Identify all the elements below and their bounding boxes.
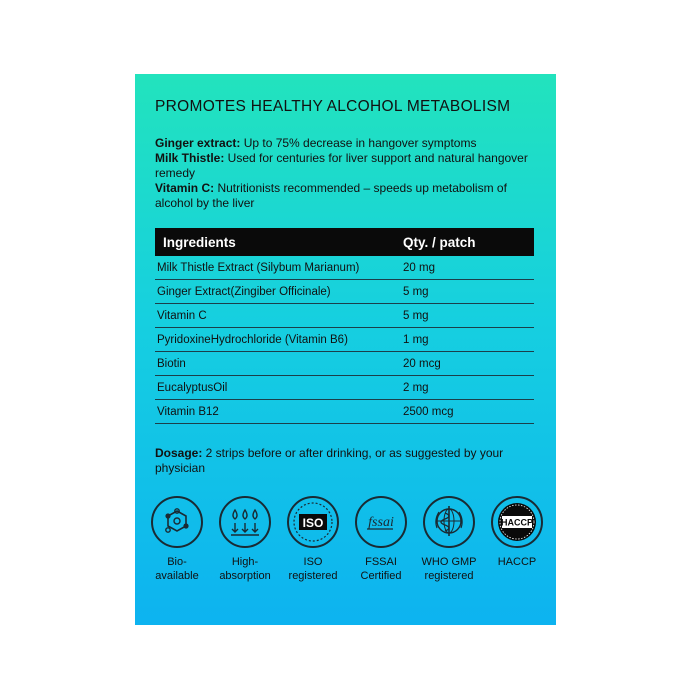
table-row [155,376,534,400]
drops-icon [217,494,273,550]
badge-label-line1: WHO GMP [421,556,477,568]
ingredient-qty: 2500 mcg [395,400,534,424]
benefit-text: Used for centuries for liver support and natural hangover remedy [155,151,528,180]
table-row [155,256,534,280]
ingredient-name: PyridoxineHydrochloride (Vitamin B6) [155,328,395,352]
ingredient-name: Milk Thistle Extract (Silybum Marianum) [155,256,395,280]
headline: PROMOTES HEALTHY ALCOHOL METABOLISM [155,98,511,115]
molecule-icon [149,494,205,550]
badge-who-gmp [417,494,481,583]
dosage-note [155,446,540,476]
certification-badges [145,494,550,604]
dosage-text: 2 strips before or after drinking, or as suggested by your physician [155,446,504,475]
ingredient-name: EucalyptusOil [155,376,395,400]
benefit-label: Vitamin C: [155,181,215,195]
ingredient-name: Vitamin B12 [155,400,395,424]
ingredients-table [155,228,534,424]
table-row [155,328,534,352]
badge-fssai [349,494,413,583]
haccp-icon-text: HACCP [500,517,534,528]
who-icon [421,494,477,550]
benefit-label: Ginger extract: [155,136,241,150]
badge-label-line2: Certified [360,570,402,582]
badge-label-line2: registered [288,570,338,582]
badge-label-line1: ISO [303,556,323,568]
table-row [155,280,534,304]
table-row [155,352,534,376]
benefit-text: Nutritionists recommended – speeds up metabolism of alcohol by the liver [155,181,507,210]
header-ingredients: Ingredients [155,228,395,256]
badge-label-line1: FSSAI [365,556,397,568]
badge-label-line1: Bio- [167,556,187,568]
benefit-ginger [155,136,540,151]
ingredient-name: Biotin [155,352,395,376]
product-info-panel [135,74,556,625]
badge-bio-available [145,494,209,583]
dosage-paragraph [155,446,540,476]
badge-label-line1: HACCP [497,556,537,568]
badge-label-line2: available [155,570,199,582]
badge-haccp [485,494,549,569]
badge-label-line1: High- [231,556,259,568]
ingredient-qty: 5 mg [395,280,534,304]
ingredient-qty: 2 mg [395,376,534,400]
ingredient-qty: 5 mg [395,304,534,328]
badge-high-absorption [213,494,277,583]
badge-label-line2: registered [424,570,474,582]
benefit-milk-thistle [155,151,540,181]
dosage-label: Dosage: [155,446,203,460]
header-qty: Qty. / patch [395,228,534,256]
table-header-row [155,228,534,256]
ingredient-qty: 20 mcg [395,352,534,376]
haccp-icon [489,494,545,550]
iso-icon [285,494,341,550]
table-row [155,304,534,328]
benefit-vitamin-c [155,181,540,211]
badge-label-line2: absorption [219,570,271,582]
fssai-icon-text: fssai [368,515,394,530]
benefit-label: Milk Thistle: [155,151,225,165]
benefit-text: Up to 75% decrease in hangover symptoms [240,136,477,150]
ingredient-qty: 1 mg [395,328,534,352]
badge-iso [281,494,345,583]
table-row [155,400,534,424]
ingredient-qty: 20 mg [395,256,534,280]
ingredient-name: Vitamin C [155,304,395,328]
fssai-icon [353,494,409,550]
iso-icon-text: ISO [302,516,324,530]
benefits-list [155,136,540,211]
ingredient-name: Ginger Extract(Zingiber Officinale) [155,280,395,304]
